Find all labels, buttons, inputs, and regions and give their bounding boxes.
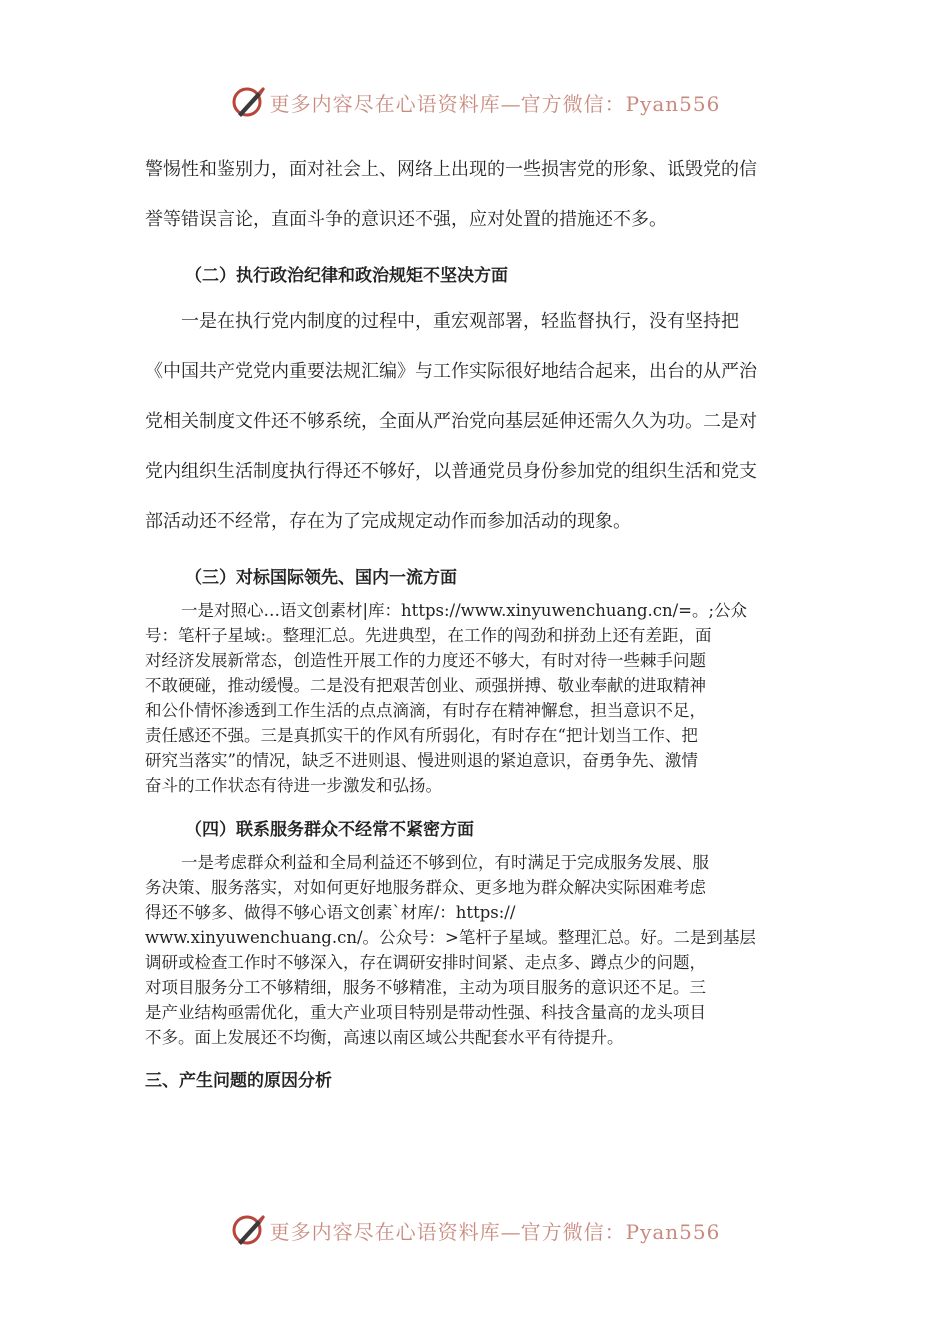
paragraph-line: 《中国共产党党内重要法规汇编》与工作实际很好地结合起来，出台的从严治 — [145, 361, 757, 382]
paragraph-line: 一是考虑群众利益和全局利益还不够到位，有时满足于完成服务发展、服 — [181, 853, 709, 872]
banner-title: 更多内容尽在心语资料库—官方微信：Pyan556 — [269, 91, 721, 116]
paragraph-line: 得还不够多、做得不够心语文创素`材库/：https:// — [145, 903, 516, 922]
paragraph-line: 誉等错误言论，直面斗争的意识还不强，应对处置的措施还不多。 — [145, 209, 667, 230]
paragraph-line: 调研或检查工作时不够深入，存在调研安排时间紧、走点多、蹲点少的问题， — [145, 953, 706, 972]
footer-watermark-banner — [0, 1210, 950, 1250]
paragraph-line: 责任感还不强。三是真抓实干的作风有所弱化，有时存在“把计划当工作、把 — [145, 726, 698, 745]
section-heading: （四）联系服务群众不经常不紧密方面 — [185, 820, 474, 840]
paragraph-line: 警惕性和鉴别力，面对社会上、网络上出现的一些损害党的形象、诋毁党的信 — [145, 159, 757, 180]
paragraph-line: 不敢硬碰，推动缓慢。二是没有把艰苦创业、顽强拼搏、敬业奉献的进取精神 — [145, 676, 706, 695]
paragraph-line: 务决策、服务落实，对如何更好地服务群众、更多地为群众解决实际困难考虑 — [145, 878, 706, 897]
paragraph-line: 一是在执行党内制度的过程中，重宏观部署，轻监督执行，没有坚持把 — [181, 311, 739, 332]
section-heading: （三）对标国际领先、国内一流方面 — [185, 568, 457, 588]
paragraph — [145, 598, 805, 798]
paragraph-line: 对经济发展新常态，创造性开展工作的力度还不够大，有时对待一些棘手问题 — [145, 651, 706, 670]
paragraph-line: 研究当落实”的情况，缺乏不进则退、慢进则退的紧迫意识，奋勇争先、激情 — [145, 751, 698, 770]
paragraph-line: www.xinyuwenchuang.cn/。公众号：>笔杆子星域。整理汇总。好。二是到基层 — [145, 928, 756, 947]
pen-logo-icon — [230, 1212, 266, 1248]
paragraph-line: 一是对照心…语文创素材|库：https://www.xinyuwenchuang.cn/=。;公众 — [181, 601, 748, 620]
paragraph-line: 号：笔杆子星域:。整理汇总。先进典型，在工作的闯劲和拼劲上还有差距，面 — [145, 626, 712, 645]
pen-logo-icon — [230, 84, 266, 120]
header-watermark-banner — [0, 82, 950, 122]
paragraph — [145, 850, 805, 1050]
paragraph-line: 部活动还不经常，存在为了完成规定动作而参加活动的现象。 — [145, 511, 631, 532]
banner-title: 更多内容尽在心语资料库—官方微信：Pyan556 — [269, 1219, 721, 1244]
section-heading: （二）执行政治纪律和政治规矩不坚决方面 — [185, 266, 508, 286]
paragraph-line: 奋斗的工作状态有待进一步激发和弘扬。 — [145, 776, 442, 795]
paragraph-line: 党相关制度文件还不够系统，全面从严治党向基层延伸还需久久为功。二是对 — [145, 411, 757, 432]
paragraph-line: 是产业结构亟需优化，重大产业项目特别是带动性强、科技含量高的龙头项目 — [145, 1003, 706, 1022]
paragraph-line: 不多。面上发展还不均衡，高速以南区域公共配套水平有待提升。 — [145, 1028, 624, 1047]
paragraph-line: 党内组织生活制度执行得还不够好，以普通党员身份参加党的组织生活和党支 — [145, 461, 757, 482]
paragraph-line: 和公仆情怀渗透到工作生活的点点滴滴，有时存在精神懈怠，担当意识不足， — [145, 701, 706, 720]
paragraph-line: 对项目服务分工不够精细，服务不够精准，主动为项目服务的意识还不足。三 — [145, 978, 706, 997]
chapter-heading: 三、产生问题的原因分析 — [145, 1071, 332, 1091]
